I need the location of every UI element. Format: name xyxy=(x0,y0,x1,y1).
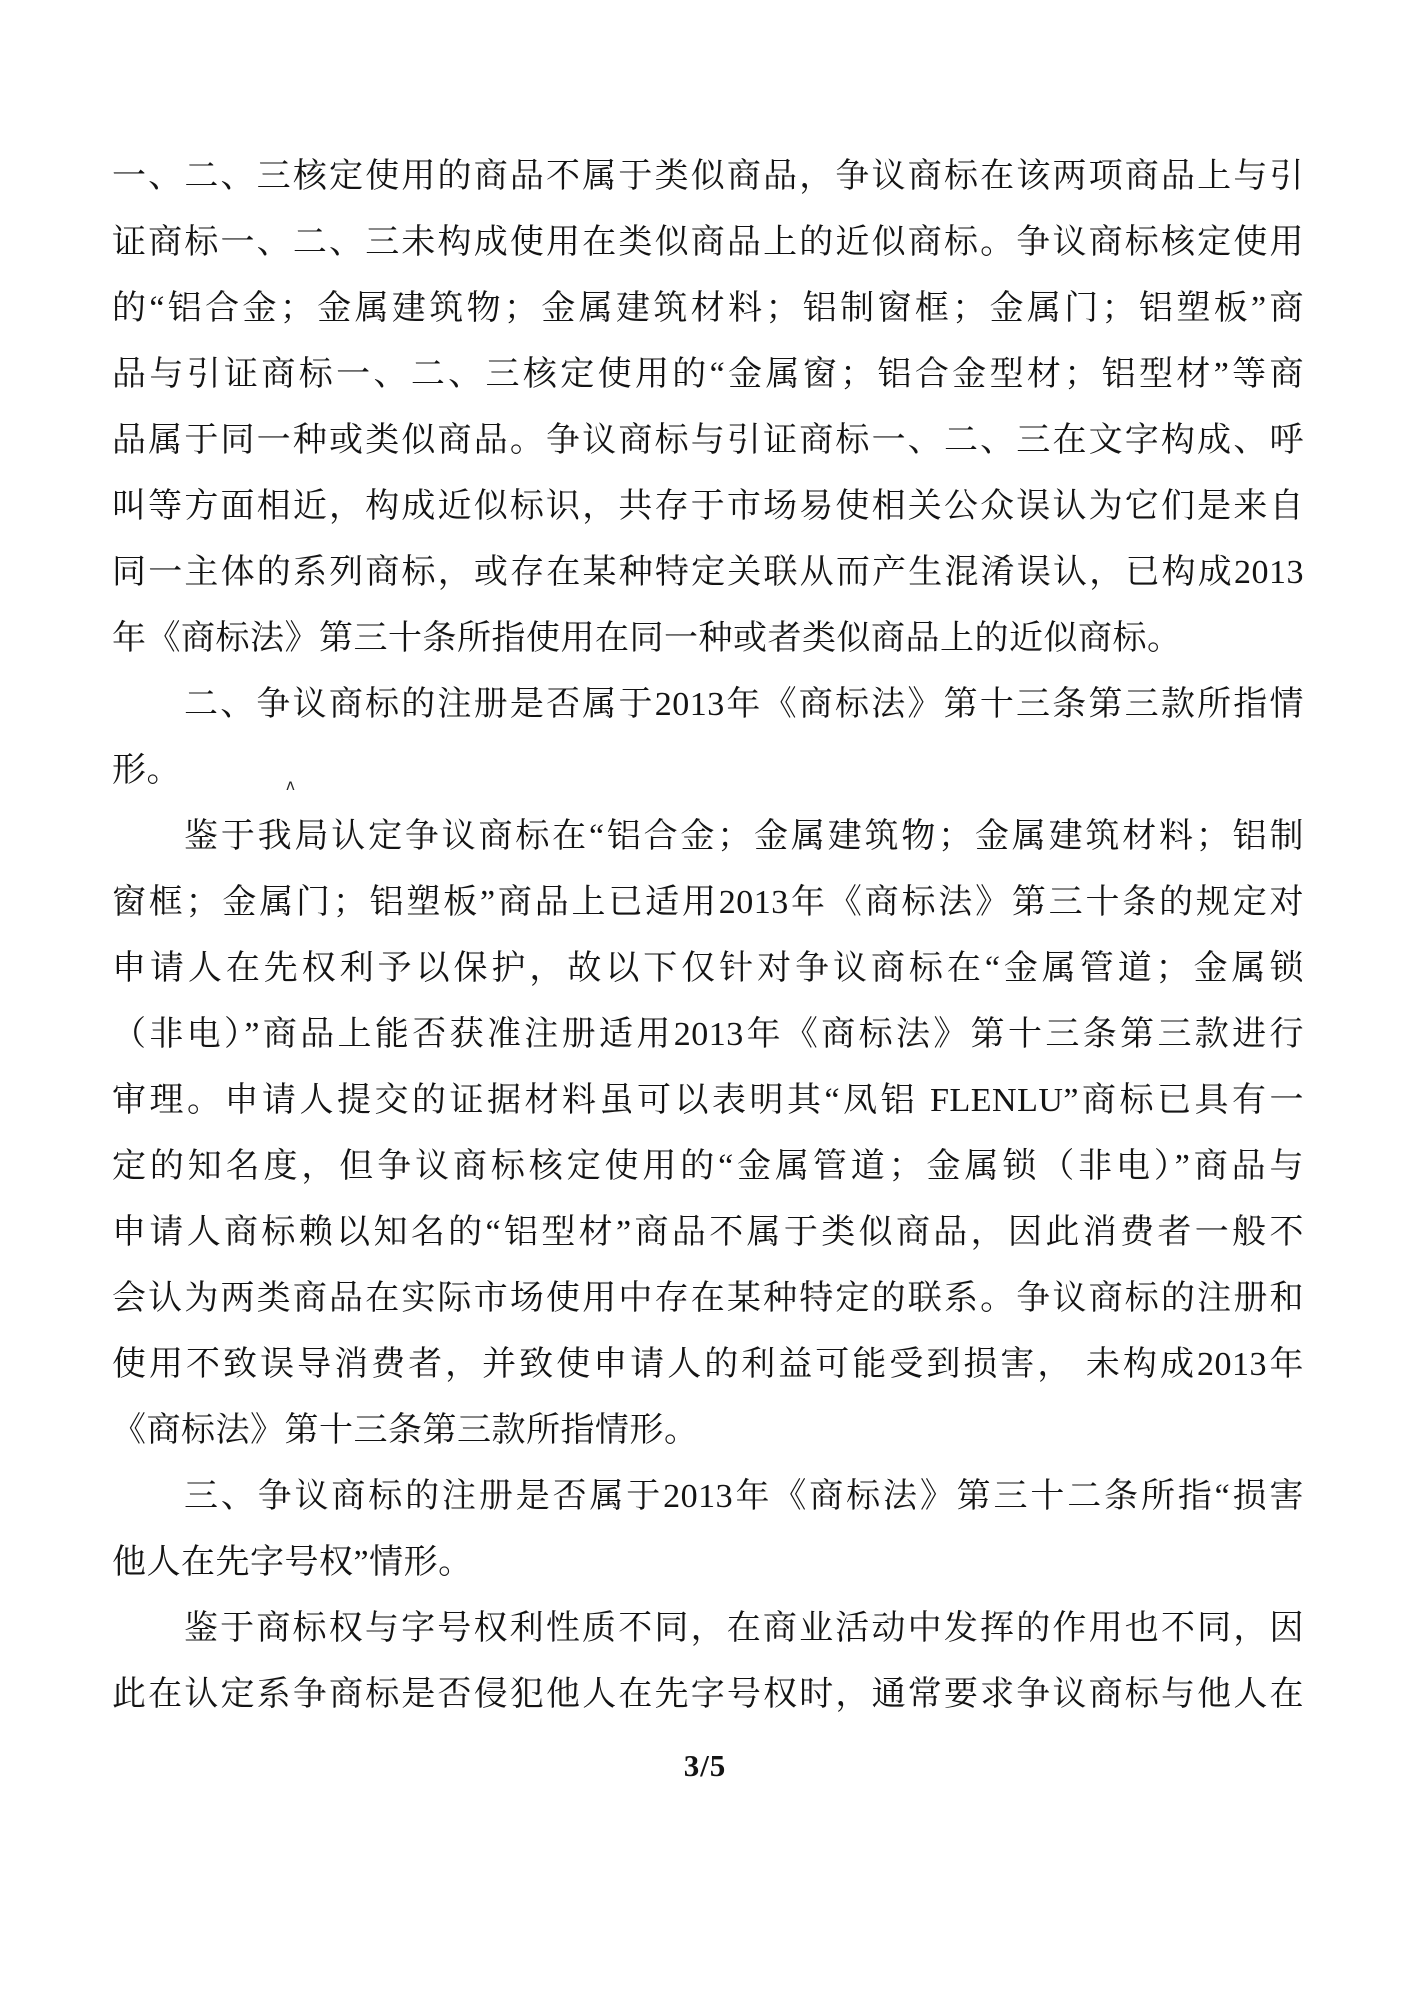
text-line: 窗框；金属门；铝塑板”商品上已适用2013年《商标法》第三十条的规定对 xyxy=(112,884,1304,921)
text-line: 申请人在先权利予以保护，故以下仅针对争议商标在“金属管道；金属锁 xyxy=(112,950,1304,987)
text-line: 品属于同一种或类似商品。争议商标与引证商标一、二、三在文字构成、呼 xyxy=(112,422,1304,459)
scan-artifact-mark: ʌ xyxy=(286,776,295,794)
text-line: 鉴于商标权与字号权利性质不同，在商业活动中发挥的作用也不同，因 xyxy=(184,1610,1304,1647)
text-line: 鉴于我局认定争议商标在“铝合金；金属建筑物；金属建筑材料；铝制 xyxy=(184,818,1304,855)
page-number: 3/5 xyxy=(683,1748,727,1783)
document-body xyxy=(112,144,1304,1728)
text-line: 年《商标法》第三十条所指使用在同一种或者类似商品上的近似商标。 xyxy=(112,620,1182,657)
text-line: 一、二、三核定使用的商品不属于类似商品，争议商标在该两项商品上与引 xyxy=(112,158,1304,195)
text-line: 《商标法》第十三条第三款所指情形。 xyxy=(112,1412,699,1449)
text-line: 申请人商标赖以知名的“铝型材”商品不属于类似商品，因此消费者一般不 xyxy=(112,1214,1304,1251)
text-line: 的“铝合金；金属建筑物；金属建筑材料；铝制窗框；金属门；铝塑板”商 xyxy=(112,290,1304,327)
text-line: 二、争议商标的注册是否属于2013年《商标法》第十三条第三款所指情 xyxy=(184,686,1304,723)
text-line: 三、争议商标的注册是否属于2013年《商标法》第三十二条所指“损害 xyxy=(184,1478,1304,1515)
text-line: 证商标一、二、三未构成使用在类似商品上的近似商标。争议商标核定使用 xyxy=(112,224,1304,261)
text-line: 叫等方面相近，构成近似标识，共存于市场易使相关公众误认为它们是来自 xyxy=(112,488,1304,525)
text-line: 会认为两类商品在实际市场使用中存在某种特定的联系。争议商标的注册和 xyxy=(112,1280,1304,1317)
text-line: 此在认定系争商标是否侵犯他人在先字号权时，通常要求争议商标与他人在 xyxy=(112,1676,1304,1713)
text-line: 同一主体的系列商标，或存在某种特定关联从而产生混淆误认，已构成2013 xyxy=(112,554,1304,591)
text-line: 他人在先字号权”情形。 xyxy=(112,1544,473,1581)
text-line: （非电）”商品上能否获准注册适用2013年《商标法》第十三条第三款进行 xyxy=(112,1016,1304,1053)
text-line: 定的知名度，但争议商标核定使用的“金属管道；金属锁（非电）”商品与 xyxy=(112,1148,1304,1185)
text-line: 品与引证商标一、二、三核定使用的“金属窗；铝合金型材；铝型材”等商 xyxy=(112,356,1304,393)
text-line: 使用不致误导消费者，并致使申请人的利益可能受到损害， 未构成2013年 xyxy=(112,1346,1304,1383)
text-line: 审理。申请人提交的证据材料虽可以表明其“凤铝 FLENLU”商标已具有一 xyxy=(112,1082,1304,1119)
text-line: 形。 xyxy=(112,752,181,789)
